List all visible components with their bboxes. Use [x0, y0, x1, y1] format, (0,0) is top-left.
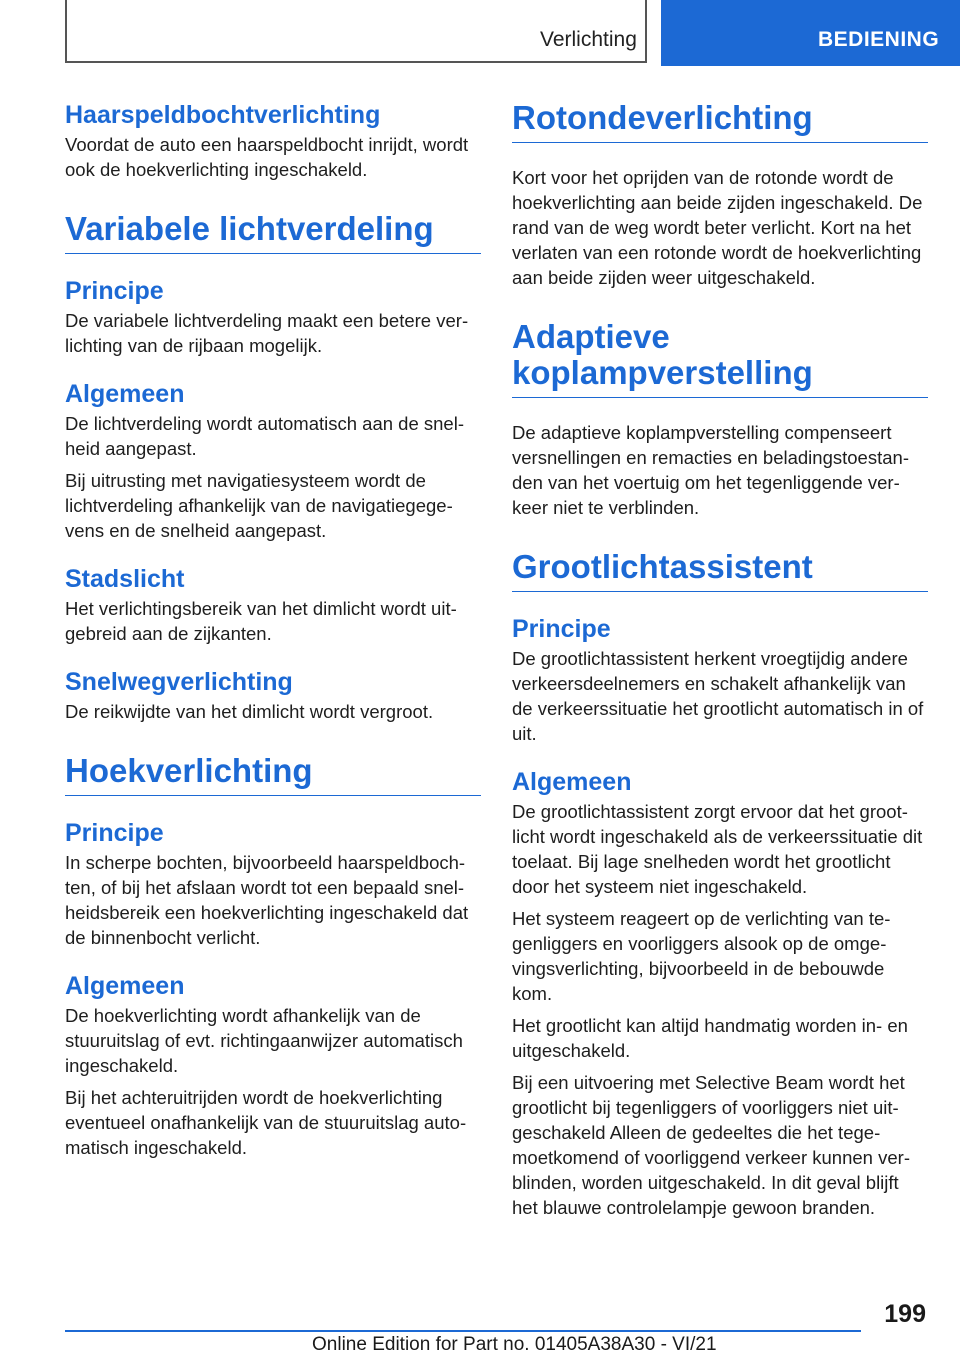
paragraph-general-3b: Het systeem reageert op de verlichting van tegenliggers en voorliggers alsook op de omgevingsverlichting, bijvoorbeeld in de bebouwde kom.	[512, 908, 891, 1004]
heading-general-2: Algemeen	[65, 972, 185, 1000]
page-number: 199	[884, 1300, 926, 1328]
paragraph-hairpin: Voordat de auto een haarspeldbocht inrijdt, wordt ook de hoekverlichting ingeschakeld.	[65, 134, 469, 180]
section-title: Verlichting	[540, 28, 637, 51]
heading-principle-2: Principe	[65, 819, 164, 847]
footer-edition: Online Edition for Part no. 01405A38A30 - VI/21	[312, 1334, 717, 1355]
paragraph-general-b: Bij uitrusting met navigatiesysteem wordt de lichtverdeling afhankelijk van de navigatiegegevens en de snelheid aangepast.	[65, 470, 453, 541]
paragraph-roundabout: Kort voor het oprijden van de rotonde wordt de hoekverlichting aan beide zijden ingeschakeld. De rand van de weg wordt beter verlicht. Kort na het verlaten van een rotonde wordt de hoekverlichting aan beide zijden weer uitgeschakeld.	[512, 167, 923, 288]
heading-general: Algemeen	[65, 380, 185, 408]
left-column	[65, 100, 481, 1167]
paragraph-principle: De variabele lichtverdeling maakt een betere verlichting van de rijbaan mogelijk.	[65, 310, 469, 356]
paragraph-principle-3: De grootlichtassistent herkent vroegtijdig andere verkeersdeelnemers en schakelt afhankelijk van de verkeerssituatie het grootlicht automatisch in of uit.	[512, 648, 924, 744]
paragraph-general-3c: Het grootlicht kan altijd handmatig worden in- en uitgeschakeld.	[512, 1015, 908, 1061]
paragraph-general-3d: Bij een uitvoering met Selective Beam wordt het grootlicht bij tegenliggers of voorliggers niet uitgeschakeld Alleen de gedeeltes die het tegemoetkomend of voorliggend verkeer kunnen verblinden, worden uitgeschakeld. In dit geval blijft het blauwe controlelampje gewoon branden.	[512, 1072, 910, 1218]
heading-city-light: Stadslicht	[65, 565, 185, 593]
heading-highway-light: Snelwegverlichting	[65, 668, 293, 696]
paragraph-highway-light: De reikwijdte van het dimlicht wordt vergroot.	[65, 701, 434, 722]
heading-roundabout-light: Rotondeverlichting	[512, 100, 928, 143]
paragraph-principle-2: In scherpe bochten, bijvoorbeeld haarspeldbochten, of bij het afslaan wordt tot een bepaald snelheidsbereik een hoekverlichting ingeschakeld dat de binnenbocht verlicht.	[65, 852, 469, 948]
heading-hairpin: Haarspeldbochtverlichting	[65, 101, 381, 129]
footer-divider	[65, 1330, 861, 1332]
paragraph-city-light: Het verlichtingsbereik van het dimlicht wordt uitgebreid aan de zijkanten.	[65, 598, 457, 644]
heading-principle-3: Principe	[512, 615, 611, 643]
right-column	[512, 100, 928, 1227]
heading-cornering-light: Hoekverlichting	[65, 753, 481, 796]
heading-high-beam-assistant: Grootlichtassistent	[512, 549, 928, 592]
heading-general-3: Algemeen	[512, 768, 632, 796]
paragraph-general-3a: De grootlichtassistent zorgt ervoor dat het grootlicht wordt ingeschakeld als de verkeerssituatie dit toelaat. Bij lage snelheden wordt het grootlicht door het systeem niet ingeschakeld.	[512, 801, 923, 897]
heading-principle: Principe	[65, 277, 164, 305]
paragraph-adaptive: De adaptieve koplampverstelling compenseert versnellingen en remacties en beladingstoestanden van het voertuig om het tegenliggende verkeer niet te verblinden.	[512, 422, 909, 518]
paragraph-general-2a: De hoekverlichting wordt afhankelijk van de stuuruitslag of evt. richtingaanwijzer automatisch ingeschakeld.	[65, 1005, 463, 1076]
paragraph-general-2b: Bij het achteruitrijden wordt de hoekverlichting eventueel onafhankelijk van de stuuruitslag automatisch ingeschakeld.	[65, 1087, 467, 1158]
paragraph-general-a: De lichtverdeling wordt automatisch aan de snelheid aangepast.	[65, 413, 464, 459]
heading-adaptive-headlight: Adaptieve koplampverstelling	[512, 319, 928, 398]
chapter-tab: BEDIENING	[661, 0, 960, 66]
heading-variable-light: Variabele lichtverdeling	[65, 211, 481, 254]
